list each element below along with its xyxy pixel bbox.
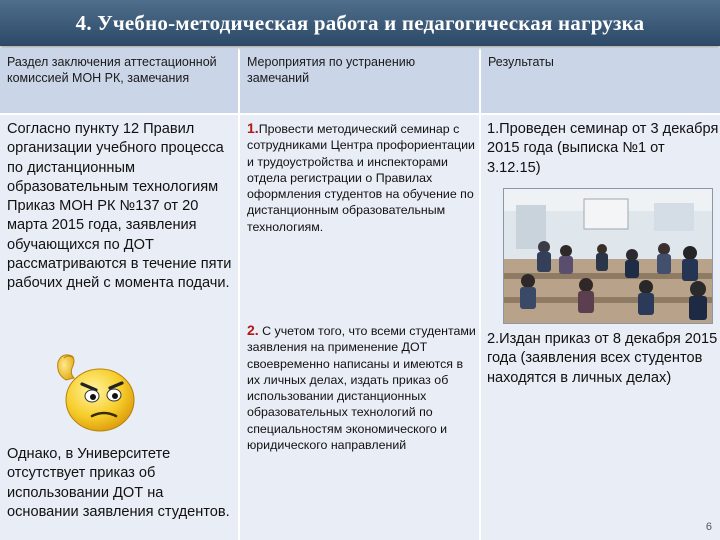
measure-item-2-text: С учетом того, что всеми студентами заявления на применение ДОТ своевременно написаны и имеются в их личных делах, издать приказ об использовании дистанционных образовательных технологий по специальностям экономического и юридического направлений (247, 324, 476, 453)
measure-item-1 (247, 120, 477, 235)
measure-item-2-number: 2. (247, 322, 259, 338)
result-item-2-text: Издан приказ от 8 декабря 2015 года (заявления всех студентов находятся в личных делах) (487, 331, 718, 386)
result-item-1 (487, 120, 719, 178)
seminar-photo (503, 188, 713, 324)
measure-item-1-number: 1. (247, 120, 259, 136)
measure-item-1-text: Провести методический семинар с сотрудниками Центра профориентации и трудоустройства и инспекторами отдела регистрации о Правилах оформления студентов на обучение по дистанционным образовательным технологиям. (247, 122, 475, 234)
result-item-2-number: 2. (487, 331, 500, 347)
result-item-2 (487, 330, 719, 388)
remark-text: Согласно пункту 12 Правил организации учебного процесса по дистанционным образовательным технологиям Приказ МОН РК №137 от 20 марта 2015 года, заявления обучающихся по ДОТ рассматриваются в течение пяти рабочих дней с момента подачи. (7, 121, 232, 292)
frowning-smiley-icon (52, 348, 140, 432)
header-remarks: Раздел заключения аттестационной комиссией МОН РК, замечания (0, 48, 238, 113)
result-item-1-number: 1. (487, 121, 500, 137)
page-number: 6 (705, 521, 712, 533)
header-results: Результаты (481, 48, 720, 113)
slide-title: 4. Учебно-методическая работа и педагогическая нагрузка (75, 11, 645, 35)
header-measures: Мероприятия по устранению замечаний (240, 48, 479, 113)
column-results (481, 115, 720, 540)
result-item-1-text: Проведен семинар от 3 декабря 2015 года (выписка №1 от 3.12.15) (487, 121, 719, 176)
measure-item-2 (247, 322, 477, 453)
remark-conclusion-text: Однако, в Университете отсутствует приказ об использовании ДОТ на основании заявления студентов. (7, 446, 230, 520)
